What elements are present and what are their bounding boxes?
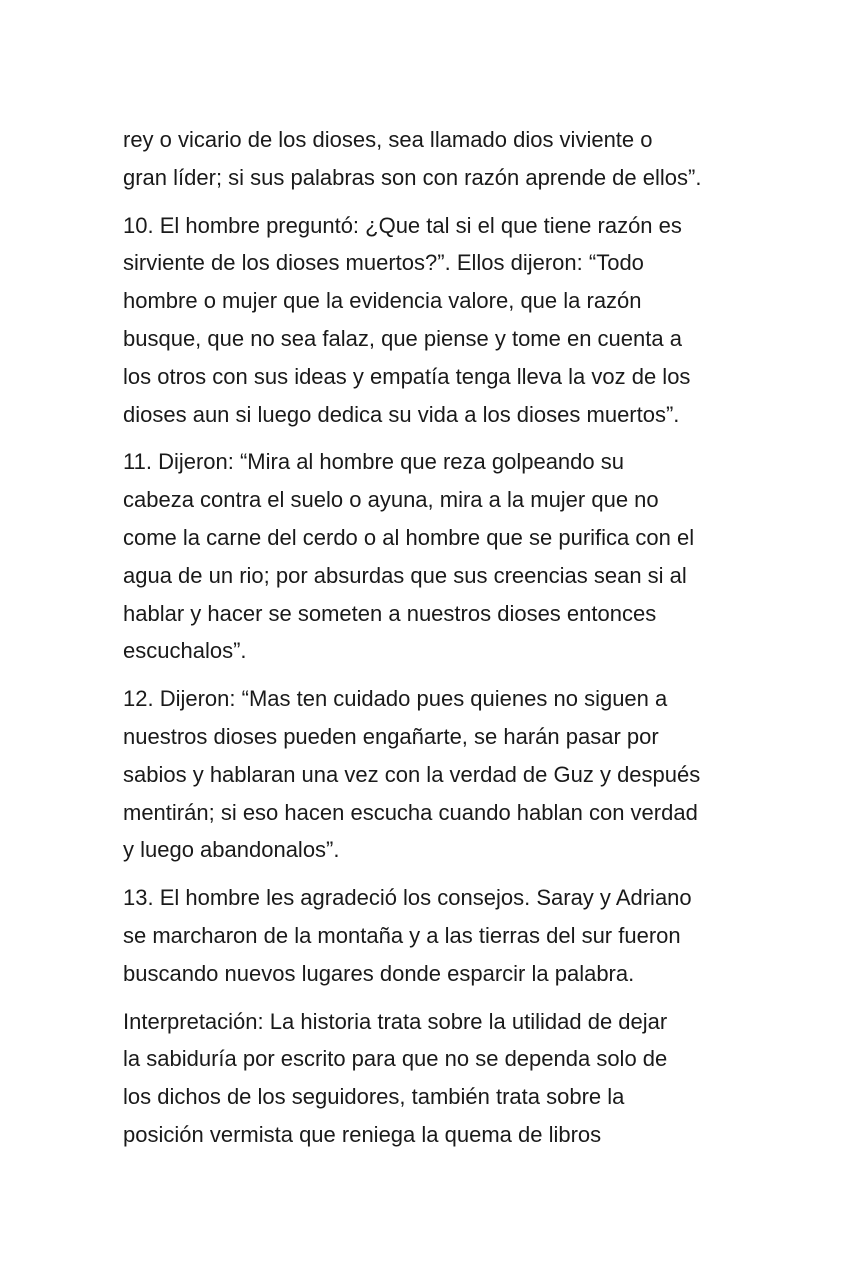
text-line: los dichos de los seguidores, también trata sobre la: [123, 1084, 625, 1110]
text-line: come la carne del cerdo o al hombre que se purifica con el: [123, 524, 695, 550]
text-line: la sabiduría por escrito para que no se dependa solo de: [123, 1046, 668, 1072]
text-line: escuchalos”.: [123, 638, 247, 664]
paragraph-interpretation: [123, 1003, 738, 1154]
text-line: cabeza contra el suelo o ayuna, mira a la mujer que no: [123, 487, 659, 513]
paragraph-verse-10: [123, 207, 738, 434]
text-line: 10. El hombre preguntó: ¿Que tal si el que tiene razón es: [123, 212, 682, 238]
text-line: se marcharon de la montaña y a las tierras del sur fueron: [123, 922, 681, 948]
text-line: buscando nuevos lugares donde esparcir la palabra.: [123, 960, 635, 986]
text-line: posición vermista que reniega la quema de libros: [123, 1121, 602, 1147]
text-line: nuestros dioses pueden engañarte, se harán pasar por: [123, 723, 659, 749]
text-line: rey o vicario de los dioses, sea llamado dios viviente o: [123, 127, 653, 152]
text-line: sabios y hablaran una vez con la verdad de Guz y después: [123, 761, 701, 787]
text-line: los otros con sus ideas y empatía tenga lleva la voz de los: [123, 363, 691, 389]
paragraph-verse-11: [123, 443, 738, 670]
text-line: 12. Dijeron: “Mas ten cuidado pues quienes no siguen a: [123, 686, 668, 712]
text-line: y luego abandonalos”.: [123, 837, 340, 863]
document-page: [123, 121, 738, 1164]
text-line: busque, que no sea falaz, que piense y tome en cuenta a: [123, 325, 682, 351]
text-line: hablar y hacer se someten a nuestros dioses entonces: [123, 600, 657, 626]
paragraph-verse-13: [123, 879, 738, 992]
paragraph-continuation: [123, 121, 738, 197]
text-line: mentirán; si eso hacen escucha cuando hablan con verdad: [123, 799, 698, 825]
text-line: Interpretación: La historia trata sobre la utilidad de dejar: [123, 1008, 668, 1034]
text-line: agua de un rio; por absurdas que sus creencias sean si al: [123, 562, 687, 588]
text-line: 13. El hombre les agradeció los consejos. Saray y Adriano: [123, 885, 692, 911]
paragraph-verse-12: [123, 680, 738, 869]
text-line: dioses aun si luego dedica su vida a los dioses muertos”.: [123, 401, 680, 427]
text-line: sirviente de los dioses muertos?”. Ellos dijeron: “Todo: [123, 250, 644, 276]
text-line: hombre o mujer que la evidencia valore, que la razón: [123, 288, 642, 314]
text-line: 11. Dijeron: “Mira al hombre que reza golpeando su: [123, 449, 624, 475]
text-line: gran líder; si sus palabras son con razón aprende de ellos”.: [123, 164, 702, 190]
